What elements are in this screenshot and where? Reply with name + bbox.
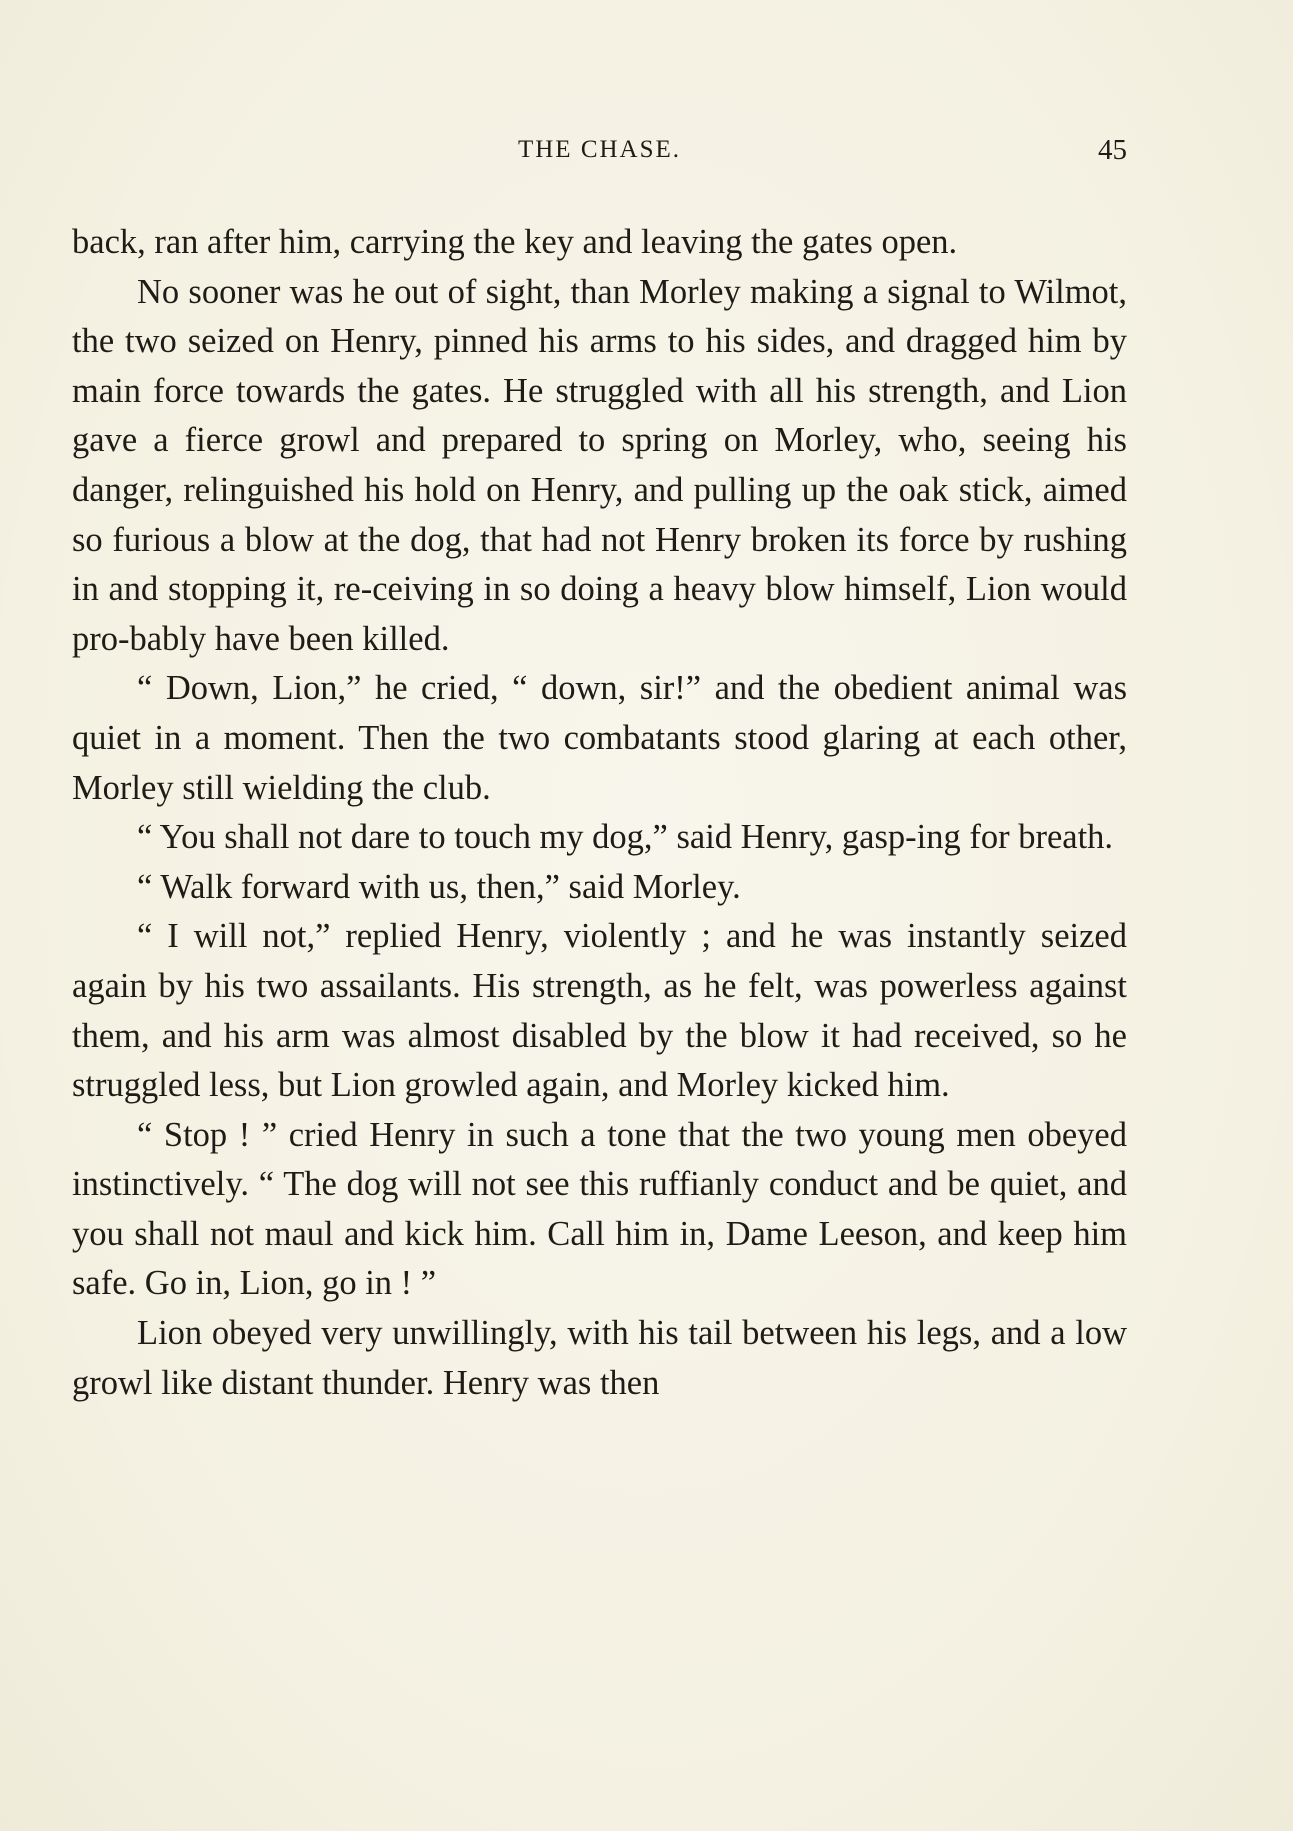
page-header — [72, 134, 1127, 174]
paragraph-3: “ Down, Lion,” he cried, “ down, sir!” and the obedient animal was quiet in a moment. Then the two combatants stood glaring at each other, Morley still wielding the club. — [72, 669, 1127, 807]
body-text — [72, 218, 1127, 1408]
paragraph-6: “ I will not,” replied Henry, violently ; and he was instantly seized again by his two assailants. His strength, as he felt, was powerless against them, and his arm was almost disabled by the blow it had received, so he struggled less, but Lion growled again, and Morley kicked him. — [72, 917, 1127, 1105]
running-title: THE CHASE. — [517, 136, 682, 163]
paragraph-4: “ You shall not dare to touch my dog,” said Henry, gasp-ing for breath. — [137, 818, 1114, 857]
paragraph-7: “ Stop ! ” cried Henry in such a tone that the two young men obeyed instinctively. “ The dog will not see this ruffianly conduct and be quiet, and you shall not maul and kick him. Call him in, Dame Leeson, and keep him safe. Go in, Lion, go in ! ” — [72, 1115, 1127, 1303]
paragraph-2: No sooner was he out of sight, than Morley making a signal to Wilmot, the two seized on Henry, pinned his arms to his sides, and dragged him by main force towards the gates. He struggled with all his strength, and Lion gave a fierce growl and prepared to spring on Morley, who, seeing his danger, relinguished his hold on Henry, and pulling up the oak stick, aimed so furious a blow at the dog, that had not Henry broken its force by rushing in and stopping it, re-ceiving in so doing a heavy blow himself, Lion would pro-bably have been killed. — [72, 272, 1127, 658]
paragraph-8: Lion obeyed very unwillingly, with his tail between his legs, and a low growl like distant thunder. Henry was then — [72, 1314, 1127, 1402]
paragraph-5: “ Walk forward with us, then,” said Morley. — [137, 867, 741, 906]
paragraph-1: back, ran after him, carrying the key and leaving the gates open. — [72, 223, 958, 261]
page-number: 45 — [1098, 134, 1127, 166]
